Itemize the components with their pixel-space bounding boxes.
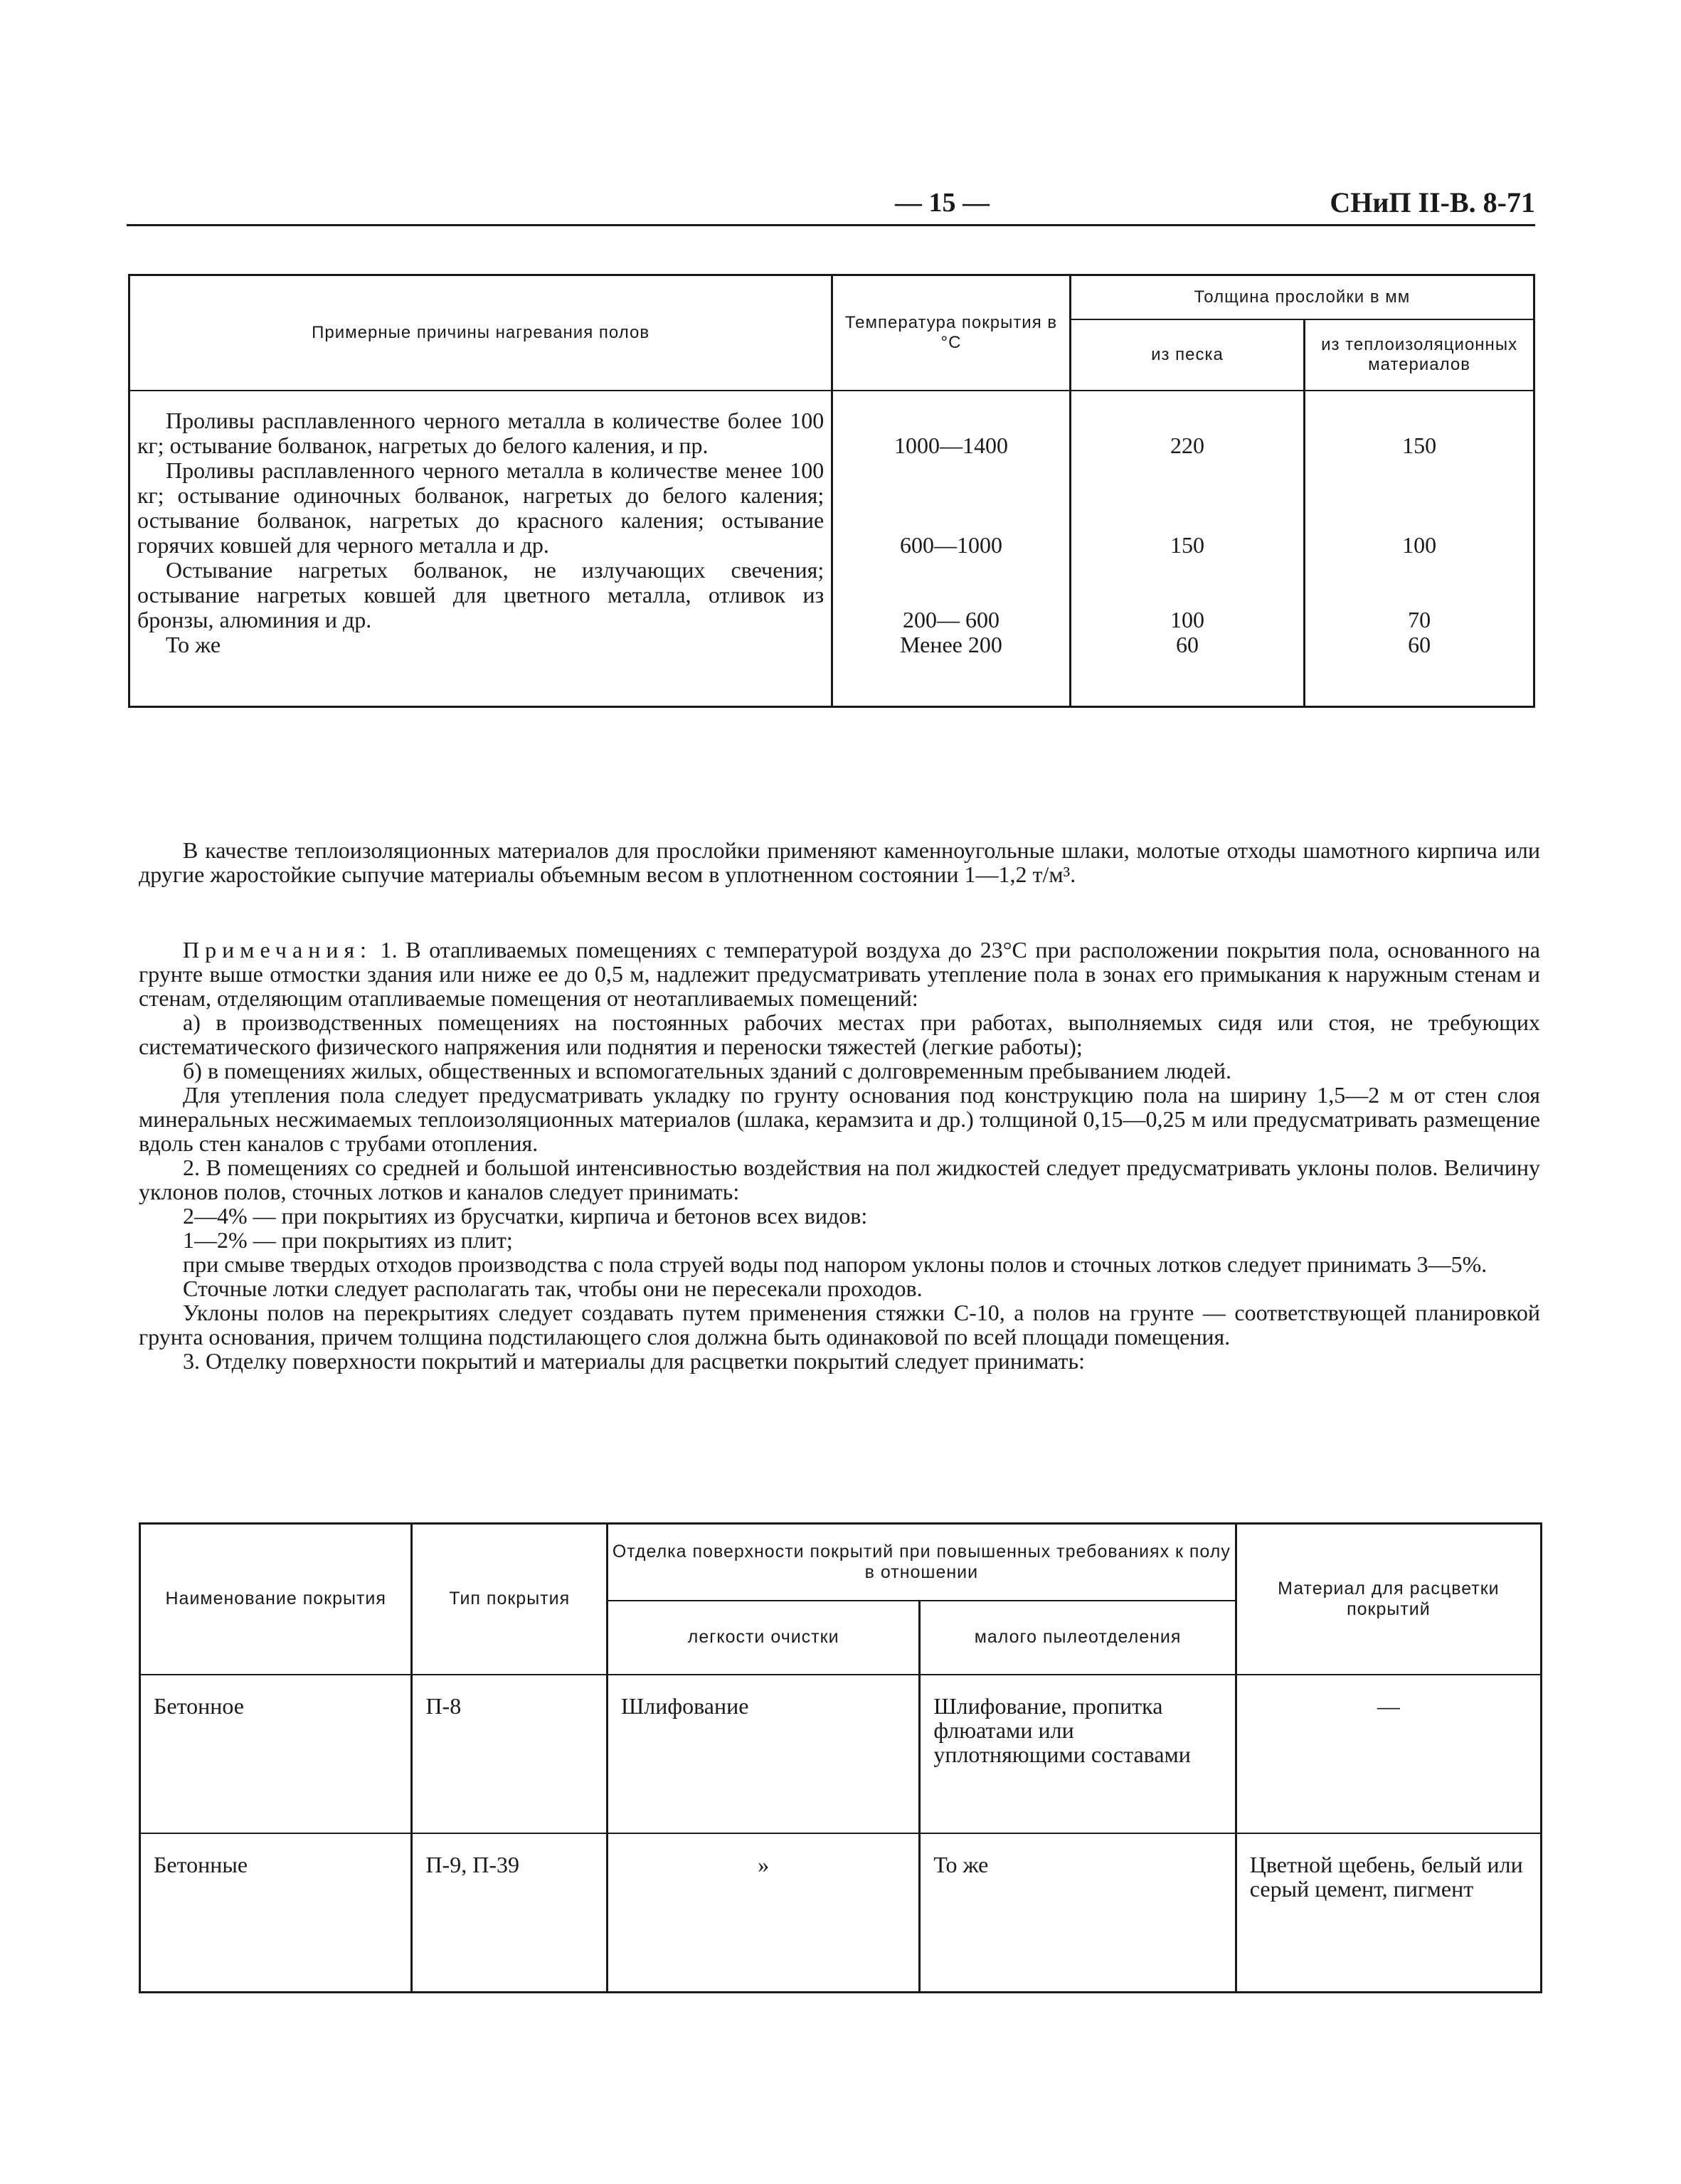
insulation-cell: 150: [1305, 408, 1534, 458]
note-2: 2. В помещениях со средней и большой интенсивностью воздействия на пол жидкостей следует предусматривать уклоны полов. Величину уклонов полов, сточных лотков и каналов следует принимать:: [139, 1155, 1540, 1204]
cause-cell: То же: [129, 632, 832, 657]
temperature-cell: Менее 200: [832, 632, 1071, 657]
sand-cell: 100: [1070, 558, 1304, 632]
table-row: [129, 558, 1534, 632]
header-material: Материал для расцветки покрытий: [1236, 1524, 1541, 1675]
notes-label: Примечания:: [183, 937, 373, 963]
page-header: [127, 181, 1535, 226]
finishing-table: [139, 1522, 1542, 1993]
note-2d: Сточные лотки следует располагать так, чтобы они не пересекали проходов.: [183, 1276, 923, 1301]
type-cell: П-9, П-39: [412, 1833, 608, 1993]
temperature-cell: 600—1000: [832, 458, 1071, 558]
material-cell: Цветной щебень, белый или серый цемент, пигмент: [1236, 1833, 1541, 1993]
temperature-cell: 1000—1400: [832, 408, 1071, 458]
sand-cell: 150: [1070, 458, 1304, 558]
table-row: [140, 1833, 1542, 1993]
table-row: [140, 1675, 1542, 1833]
header-thickness: Толщина прослойки в мм: [1070, 275, 1534, 320]
insulation-cell: 70: [1305, 558, 1534, 632]
insulation-cell: 100: [1305, 458, 1534, 558]
materials-paragraph: В качестве теплоизоляционных материалов для прослойки применяют каменноугольные шлаки, молотые отходы шамотного кирпича или другие жаростойкие сыпучие материалы объемным весом в уплотненном состоянии 1—1,2 т/м³.: [139, 837, 1540, 887]
table-row: [129, 408, 1534, 458]
clean-cell: Шлифование: [607, 1675, 919, 1833]
page-number: — 15 —: [895, 188, 990, 218]
header-name: Наименование покрытия: [140, 1524, 412, 1675]
name-cell: Бетонные: [140, 1833, 412, 1993]
cause-cell: Остывание нагретых болванок, не излучающих свечения; остывание нагретых ковшей для цветного металла, отливок из бронзы, алюминия и др.: [129, 558, 832, 632]
material-cell: —: [1236, 1675, 1541, 1833]
temperature-cell: 200— 600: [832, 558, 1071, 632]
header-cause: Примерные причины нагревания полов: [129, 275, 832, 391]
note-3: 3. Отделку поверхности покрытий и материалы для расцветки покрытий следует принимать:: [183, 1348, 1085, 1374]
header-clean: легкости очистки: [607, 1601, 919, 1675]
table-row: [129, 458, 1534, 558]
cause-cell: Проливы расплавленного черного металла в количестве более 100 кг; остывание болванок, нагретых до белого каления, и пр.: [129, 408, 832, 458]
insulation-cell: 60: [1305, 632, 1534, 657]
heating-causes-table: [128, 274, 1535, 708]
note-2e: Уклоны полов на перекрытиях следует создавать путем применения стяжки С-10, а полов на грунте — соответствующей планировкой грунта основания, причем толщина подстилающего слоя должна быть одинаковой по всей площади помещения.: [139, 1300, 1540, 1350]
materials-paragraph-block: [139, 838, 1540, 886]
header-temperature: Температура покрытия в °С: [832, 275, 1071, 391]
name-cell: Бетонное: [140, 1675, 412, 1833]
sand-cell: 220: [1070, 408, 1304, 458]
header-type: Тип покрытия: [412, 1524, 608, 1675]
document-code: СНиП II-В. 8-71: [1330, 186, 1535, 218]
note-2a: 2—4% — при покрытиях из брусчатки, кирпича и бетонов всех видов:: [183, 1203, 868, 1229]
clean-cell: »: [607, 1833, 919, 1993]
note-1-text: 1. В отапливаемых помещениях с температурой воздуха до 23°С при расположении покрытия пола, основанного на грунте выше отмостки здания или ниже ее до 0,5 м, надлежит предусматривать утепление пола в зонах его примыкания к наружным стенам и стенам, отделяющим отапливаемые помещения от неотапливаемых помещений:: [139, 937, 1541, 1011]
notes-block: [139, 938, 1540, 1373]
header-finish: Отделка поверхности покрытий при повышенных требованиях к полу в отношении: [607, 1524, 1236, 1601]
dust-cell: То же: [920, 1833, 1236, 1993]
table-row: [129, 632, 1534, 657]
type-cell: П-8: [412, 1675, 608, 1833]
header-insulation: из теплоизоляционных материалов: [1305, 319, 1534, 391]
sand-cell: 60: [1070, 632, 1304, 657]
header-sand: из песка: [1070, 319, 1304, 391]
cause-cell: Проливы расплавленного черного металла в количестве менее 100 кг; остывание одиночных болванок, нагретых до белого каления; остывание болванок, нагретых до красного каления; остывание горячих ковшей для черного металла и др.: [129, 458, 832, 558]
header-dust: малого пылеотделения: [920, 1601, 1236, 1675]
note-1: [139, 938, 1540, 1010]
note-2b: 1—2% — при покрытиях из плит;: [183, 1227, 513, 1253]
note-2c: при смыве твердых отходов производства с пола струей воды под напором уклоны полов и сточных лотков следует принимать 3—5%.: [183, 1251, 1488, 1277]
note-1b: б) в помещениях жилых, общественных и вспомогательных зданий с долговременным пребыванием людей.: [183, 1058, 1232, 1083]
dust-cell: Шлифование, пропитка флюатами или уплотняющими составами: [920, 1675, 1236, 1833]
note-1c: Для утепления пола следует предусматривать укладку по грунту основания под конструкцию пола на ширину 1,5—2 м от стен слоя минеральных несжимаемых теплоизоляционных материалов (шлака, керамзита и др.) толщиной 0,15—0,25 м или предусматривать размещение вдоль стен каналов с трубами отопления.: [139, 1082, 1540, 1156]
note-1a: а) в производственных помещениях на постоянных рабочих местах при работах, выполняемых сидя или стоя, не требующих систематического физического напряжения или поднятия и переноски тяжестей (легкие работы);: [139, 1009, 1540, 1059]
